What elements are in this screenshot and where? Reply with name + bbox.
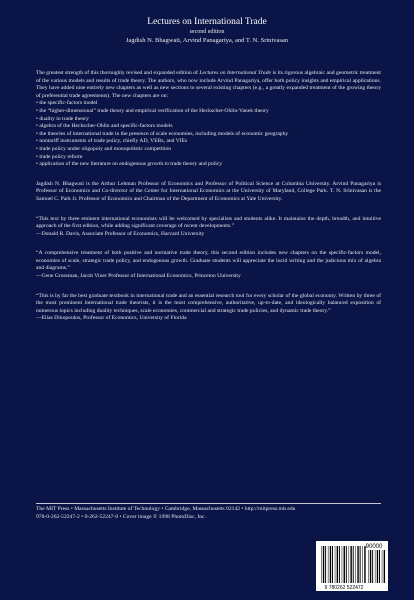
list-item: • trade policy reform [36,154,381,162]
barcode-bar [362,546,363,583]
ean-digits: 9 780262 522472 [324,585,364,591]
barcode-bar [364,546,365,583]
list-item: • the specific-factors model [36,100,381,108]
barcode-bar [349,546,350,583]
barcode-bar [368,550,369,583]
barcode-bar [335,546,336,583]
barcode-bar [342,546,343,583]
list-item: • the “higher-dimensional” trade theory and empirical verification of the Heckscher-Ohlin-Vanek theory [36,108,381,116]
barcode-bar [328,546,329,583]
about-authors-paragraph: Jagdish N. Bhagwati is the Arthur Lehman Professor of Economics and Professor of Political Science at Columbia University. Arvind Panagariya is Professor of Economics and Co-director of the Center for International Economics at the University of Maryland, College Park. T. N. Srinivasan is the Samuel C. Park Jr. Professor of Economics and Chairman of the Department of Economics at Yale University. [36,180,381,202]
list-item: • algebra of the Heckscher-Ohlin and specific-factors models [36,123,381,131]
authors-line: Jagdish N. Bhagwati, Arvind Panagariya, and T. N. Srinivasan [125,37,289,44]
list-item: • application of the new literature on endogenous growth to trade theory and policy [36,161,381,169]
barcode-bar [370,550,371,583]
publisher-line: The MIT Press • Massachusetts Institute of Technology • Cambridge, Massachusetts 02142 • http://mitpress.mit.edu [36,506,296,512]
barcode-bar [384,550,385,583]
quote-attribution: —Donald R. Davis, Associate Professor of Economics, Harvard University [36,230,205,237]
cover-header [0,16,414,45]
list-item: • duality in trade theory [36,116,381,124]
edition-label: second edition [189,29,225,35]
list-item: • the theories of international trade in the presence of scale economies, including models of economic geography [36,131,381,139]
list-item: • trade policy under oligopoly and monopolistic competition [36,146,381,154]
barcode-bar [339,546,340,583]
barcode-bar [323,546,324,583]
price-code: 90000 [365,544,383,550]
book-title-italic: Lectures on International Trade [199,70,272,76]
cover-body [36,70,381,335]
barcode-bar [325,546,326,583]
barcode-bar [375,550,376,583]
publisher-footer [36,506,381,521]
quote-attribution: —Elias Dinopoulos, Professor of Economics, University of Florida [36,315,187,322]
barcode-bar [356,546,357,583]
barcode [316,541,388,591]
review-quote [36,216,381,239]
barcode-bar [372,550,373,583]
barcode-bar [346,546,347,583]
barcode-graphic [316,541,388,591]
barcode-bar [379,550,380,583]
book-title: Lectures on International Trade [147,17,267,27]
barcode-bar [337,546,338,583]
quote-attribution: —Gene Grossman, Jacob Viner Professor of International Economics, Princeton University [36,273,241,280]
isbn-line: 978-0-262-52247-2 • 0-262-52247-0 • Cover image © 1998 PhotoDisc, Inc. [36,513,206,520]
barcode-bar [357,546,358,583]
barcode-bar [382,550,383,583]
description-paragraph: The greatest strength of this thoroughly revised and expanded edition of Lectures on International Trade is its rigorous algebraic and geometric treatment of the various models and results of trade theory. The authors, who now include Arvind Panagariya, offer both policy insights and empirical applications. They have added nine entirely new chapters as well as new sections to several existing chapters (e.g., a greatly expanded treatment of the growing theory of preferential trade agreements). The new chapters are on: [36,70,381,99]
barcode-bar [330,546,331,583]
review-quote [36,250,381,280]
quote-text: “A comprehensive treatment of both positive and normative trade theory, this second edition includes new chapters on the specific-factors model, economies of scale, strategic trade policy, and endogenous growth. Graduate students will appreciate the lucid writing and the judicious mix of algebra and diagrams.” [36,250,381,272]
new-chapters-list [36,100,381,168]
quote-text: “This text by three eminent international economists will be welcomed by specialists and students alike. It maintains the depth, breadth, and intuitive approach of the first edition, while adding significant coverage of recent developments.” [36,215,381,230]
quote-text: “This is by far the best graduate textbook in international trade and an essential research tool for every scholar of the global economy. Written by three of the most prominent international trade theorists, it is the most comprehensive, authoritative, up-to-date, and ideologically balanced exposition of numerous topics including duality techniques, scale economies, commercial and strategic trade policies, and dynamic trade theory.” [36,292,381,314]
barcode-bar [353,546,354,583]
review-quote [36,293,381,323]
barcode-bar [377,550,378,583]
barcode-bar [360,546,361,583]
footer-divider [36,503,381,504]
barcode-bar [321,546,322,583]
barcode-bar [332,546,333,583]
barcode-bar [344,546,345,583]
list-item: • nontariff instruments of trade policy, chiefly AD, VERs, and VIEs [36,138,381,146]
barcode-bar [350,546,351,583]
